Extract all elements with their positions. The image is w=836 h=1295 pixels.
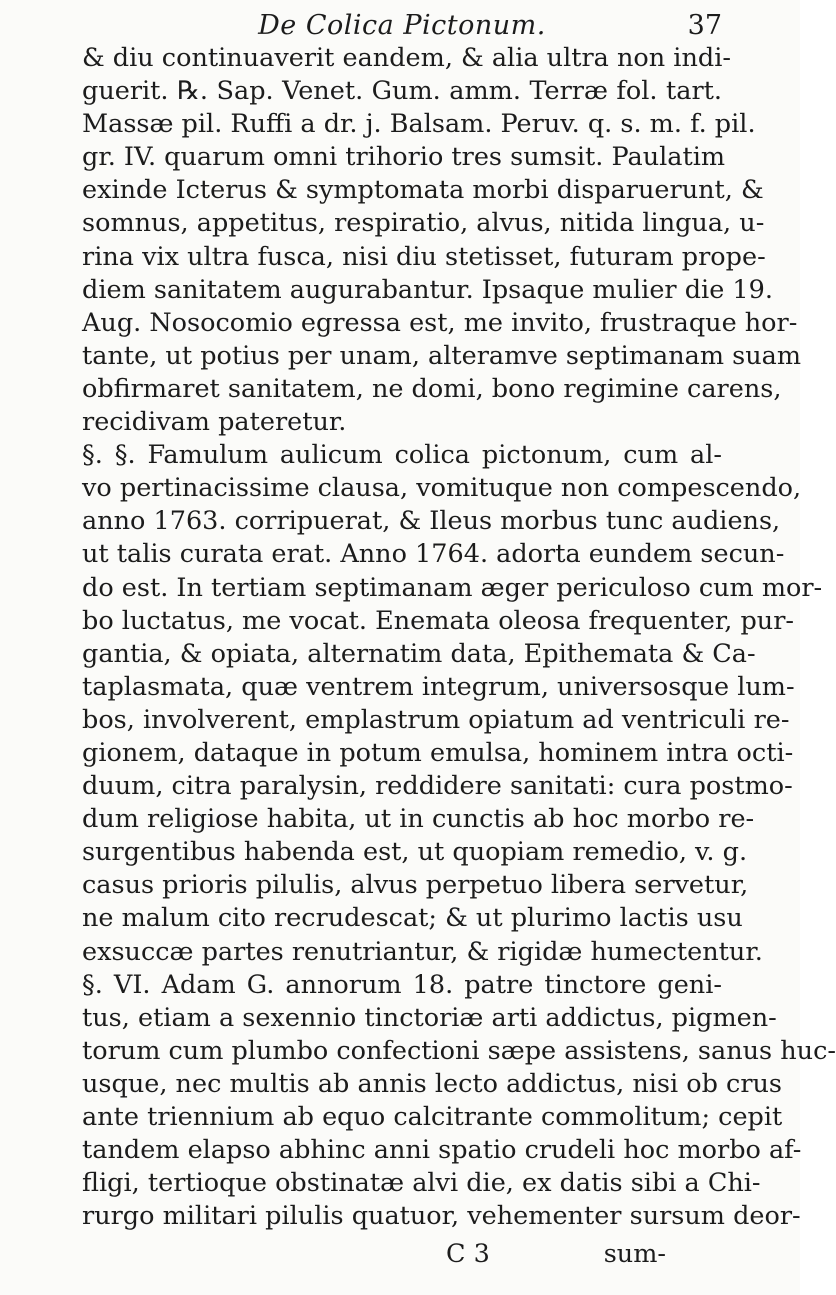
text-line: somnus, appetitus, respiratio, alvus, nitida lingua, u- (82, 208, 765, 239)
text-line: bo luctatus, me vocat. Enemata oleosa frequenter, pur- (82, 605, 795, 636)
running-title: De Colica Pictonum. (258, 10, 546, 41)
text-line: tandem elapso abhinc anni spatio crudeli hoc morbo af- (82, 1135, 802, 1166)
text-line: ante triennium ab equo calcitrante commolitum; cepit (82, 1102, 783, 1132)
text-line: vo pertinacissime clausa, vomituque non compescendo, (82, 473, 802, 504)
text-line: diem sanitatem augurabantur. Ipsaque mulier die 19. (82, 274, 773, 305)
text-line: ut talis curata erat. Anno 1764. adorta eundem secun- (82, 539, 785, 570)
text-line: rina vix ultra fusca, nisi diu stetisset, futuram prope- (82, 241, 766, 272)
page-number: 37 (687, 10, 722, 41)
text-line: surgentibus habenda est, ut quopiam remedio, v. g. (82, 837, 748, 868)
text-line: guerit. ℞. Sap. Venet. Gum. amm. Terræ fol. tart. (82, 76, 722, 107)
text-line: gantia, & opiata, alternatim data, Epithemata & Ca- (82, 638, 756, 669)
text-line: exsuccæ partes renutriantur, & rigidæ humectentur. (82, 936, 763, 967)
text-line: usque, nec multis ab annis lecto addictus, nisi ob crus (82, 1068, 783, 1099)
text-line: gionem, dataque in potum emulsa, hominem intra octi- (82, 737, 794, 768)
text-line: tus, etiam a sexennio tinctoriæ arti addictus, pigmen- (82, 1002, 777, 1033)
text-line: rurgo militari pilulis quatuor, vehementer sursum deor- (82, 1201, 801, 1232)
text-line: dum religiose habita, ut in cunctis ab hoc morbo re- (82, 804, 755, 835)
text-line: casus prioris pilulis, alvus perpetuo libera servetur, (82, 870, 749, 901)
catchword: sum- (603, 1239, 666, 1269)
text-line: taplasmata, quæ ventrem integrum, universosque lum- (82, 671, 795, 702)
text-line: gr. IV. quarum omni trihorio tres sumsit. Paulatim (82, 142, 726, 173)
text-line: fligi, tertioque obstinatæ alvi die, ex datis sibi a Chi- (82, 1168, 761, 1199)
signature-mark: C 3 (446, 1239, 490, 1269)
text-line: torum cum plumbo confectioni sæpe assistens, sanus huc- (82, 1035, 836, 1066)
text-line: §. §. Famulum aulicum colica pictonum, cum al- (82, 440, 722, 471)
text-line: Massæ pil. Ruffi a dr. j. Balsam. Peruv. q. s. m. f. pil. (82, 109, 756, 140)
text-line: obfirmaret sanitatem, ne domi, bono regimine carens, (82, 373, 782, 404)
text-line: §. VI. Adam G. annorum 18. patre tinctore geni- (82, 969, 722, 1000)
text-line: & diu continuaverit eandem, & alia ultra non indi- (82, 43, 731, 73)
body-text (82, 42, 836, 1233)
text-line: Aug. Nosocomio egressa est, me invito, frustraque hor- (82, 307, 798, 338)
text-line: bos, involverent, emplastrum opiatum ad ventriculi re- (82, 704, 790, 735)
text-line: do est. In tertiam septimanam æger periculoso cum mor- (82, 572, 823, 603)
text-line: recidivam pateretur. (82, 407, 347, 438)
page-footer (82, 1238, 722, 1271)
text-line: ne malum cito recrudescat; & ut plurimo lactis usu (82, 903, 743, 934)
text-line: duum, citra paralysin, reddidere sanitati: cura postmo- (82, 771, 793, 802)
text-line: tante, ut potius per unam, alteramve septimanam suam (82, 340, 802, 371)
text-line: exinde Icterus & symptomata morbi disparuerunt, & (82, 175, 764, 206)
text-line: anno 1763. corripuerat, & Ileus morbus tunc audiens, (82, 506, 781, 537)
running-head (82, 8, 722, 44)
